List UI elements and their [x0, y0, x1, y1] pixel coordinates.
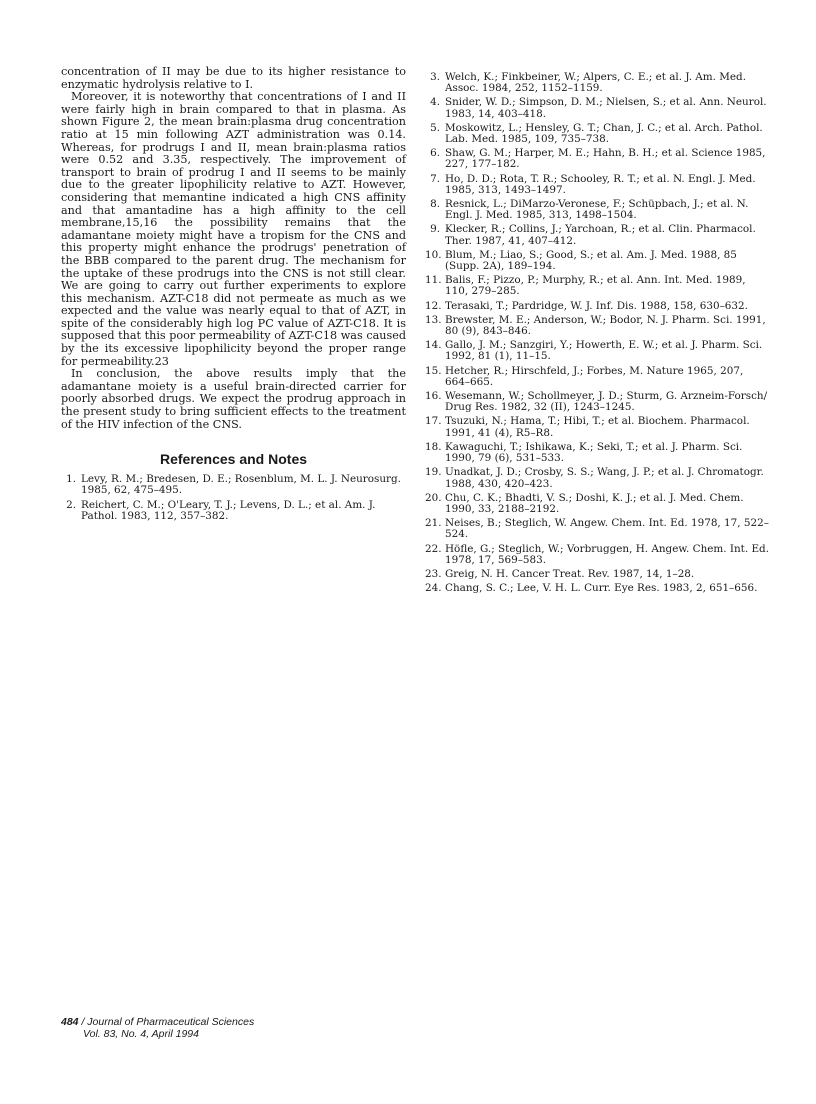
reference-number: 22. — [425, 542, 442, 555]
reference-number: 24. — [425, 582, 442, 595]
reference-item — [425, 97, 770, 119]
page-number: 484 — [61, 1016, 79, 1028]
reference-number: 18. — [425, 440, 442, 453]
reference-text: Unadkat, J. D.; Crosby, S. S.; Wang, J. P.; et al. J. Chromatogr. 1988, 430, 420–423. — [445, 466, 764, 490]
reference-item — [425, 467, 770, 489]
reference-number: 6. — [430, 147, 440, 160]
reference-item — [425, 224, 770, 246]
reference-item — [61, 500, 406, 522]
reference-text: Greig, N. H. Cancer Treat. Rev. 1987, 14, 1–28. — [445, 567, 695, 580]
reference-item — [425, 493, 770, 515]
reference-text: Brewster, M. E.; Anderson, W.; Bodor, N. J. Pharm. Sci. 1991, 80 (9), 843–846. — [445, 313, 766, 338]
reference-item — [425, 569, 770, 580]
reference-item — [425, 340, 770, 362]
reference-list-right — [425, 72, 770, 594]
reference-text: Welch, K.; Finkbeiner, W.; Alpers, C. E.; et al. J. Am. Med. Assoc. 1984, 252, 1152–1159. — [445, 71, 747, 95]
reference-item — [61, 474, 406, 496]
reference-number: 13. — [425, 313, 442, 326]
reference-number: 23. — [425, 567, 442, 580]
reference-item — [425, 174, 770, 196]
reference-item — [425, 442, 770, 464]
reference-item — [425, 315, 770, 337]
references-heading: References and Notes — [159, 451, 308, 468]
reference-item — [425, 72, 770, 94]
reference-text: Terasaki, T.; Pardridge, W. J. Inf. Dis. 1988, 158, 630–632. — [445, 299, 748, 312]
reference-text: Tsuzuki, N.; Hama, T.; Hibi, T.; et al. Biochem. Pharmacol. 1991, 41 (4), R5–R8. — [445, 415, 750, 439]
reference-text: Klecker, R.; Collins, J.; Yarchoan, R.; et al. Clin. Pharmacol. Ther. 1987, 41, 407–412. — [445, 223, 756, 247]
right-column — [425, 72, 770, 597]
reference-item — [425, 301, 770, 312]
body-paragraph-1: concentration of II may be due to its higher resistance to enzymatic hydrolysis relative to I. — [61, 65, 406, 91]
reference-item — [425, 123, 770, 145]
reference-item — [425, 199, 770, 221]
reference-item — [425, 366, 770, 388]
reference-text: Levy, R. M.; Bredesen, D. E.; Rosenblum, M. L. J. Neurosurg. 1985, 62, 475–495. — [81, 473, 401, 497]
footer-line-1 — [61, 1016, 254, 1028]
reference-text: Neises, B.; Steglich, W. Angew. Chem. Int. Ed. 1978, 17, 522–524. — [445, 517, 769, 541]
reference-number: 4. — [430, 96, 440, 109]
reference-text: Snider, W. D.; Simpson, D. M.; Nielsen, S.; et al. Ann. Neurol. 1983, 14, 403–418. — [445, 96, 767, 120]
reference-item — [425, 148, 770, 170]
reference-text: Chu, C. K.; Bhadti, V. S.; Doshi, K. J.; et al. J. Med. Chem. 1990, 33, 2188–2192. — [445, 491, 744, 515]
reference-item — [425, 275, 770, 297]
journal-name: / Journal of Pharmaceutical Sciences — [81, 1016, 255, 1028]
reference-number: 20. — [425, 491, 442, 504]
reference-number: 17. — [425, 415, 442, 428]
reference-list-left — [61, 474, 406, 522]
reference-item — [425, 583, 770, 594]
reference-item — [425, 391, 770, 413]
reference-number: 14. — [425, 339, 442, 352]
reference-item — [425, 250, 770, 272]
reference-text: Hetcher, R.; Hirschfeld, J.; Forbes, M. Nature 1965, 207, 664–665. — [445, 364, 744, 388]
page-footer — [61, 1016, 254, 1040]
reference-item — [425, 416, 770, 438]
reference-text: Resnick, L.; DiMarzo-Veronese, F.; Schüpbach, J.; et al. N. Engl. J. Med. 1985, 313, 1498–1504. — [445, 198, 749, 222]
left-column — [61, 66, 406, 525]
reference-number: 5. — [430, 121, 440, 134]
reference-text: Blum, M.; Liao, S.; Good, S.; et al. Am. J. Med. 1988, 85 (Supp. 2A), 189–194. — [445, 248, 737, 273]
reference-number: 3. — [430, 71, 440, 83]
reference-text: Ho, D. D.; Rota, T. R.; Schooley, R. T.; et al. N. Engl. J. Med. 1985, 313, 1493–1497. — [445, 172, 756, 196]
reference-text: Höfle, G.; Steglich, W.; Vorbruggen, H. Angew. Chem. Int. Ed. 1978, 17, 569–583. — [445, 542, 769, 566]
reference-text: Wesemann, W.; Schollmeyer, J. D.; Sturm, G. Arzneim-Forsch/ Drug Res. 1982, 32 (II), 1243–1245. — [445, 390, 768, 414]
reference-number: 15. — [425, 364, 442, 377]
reference-number: 10. — [425, 248, 442, 261]
body-paragraph-2: Moreover, it is noteworthy that concentrations of I and II were fairly high in brain compared to that in plasma. As shown Figure 2, the mean brain:plasma drug concentration ratio at 15 min following AZT administration was 0.14. Whereas, for prodrugs I and II, mean brain:plasma ratios were 0.52 and 3.35, respectively. The improvement of transport to brain of prodrug I and II seems to be mainly due to the greater lipophilicity relative to AZT. However, considering that memantine indicated a high CNS affinity and that amantadine has a high affinity to the cell membrane,15,16 the possibility remains that the adamantane moiety might have a tropism for the CNS and this property might enhance the prodrugs' penetration of the BBB compared to the parent drug. The mechanism for the uptake of these prodrugs into the CNS is not still clear. We are going to carry out further experiments to explore this mechanism. AZT-C18 did not permeate as much as we expected and the value was nearly equal to that of AZT, in spite of the considerably high log PC value of AZT-C18. It is supposed that this poor permeability of AZT-C18 was caused by the its excessive lipophilicity beyond the proper range for permeability.23 — [61, 90, 406, 368]
reference-number: 7. — [430, 172, 440, 185]
reference-number: 11. — [425, 274, 442, 287]
reference-number: 21. — [425, 517, 442, 530]
reference-text: Reichert, C. M.; O'Leary, T. J.; Levens, D. L.; et al. Am. J. Pathol. 1983, 112, 357–382. — [81, 498, 376, 522]
journal-issue: Vol. 83, No. 4, April 1994 — [83, 1028, 199, 1040]
reference-number: 19. — [425, 466, 442, 479]
reference-item — [425, 544, 770, 566]
reference-number: 16. — [425, 390, 442, 403]
reference-number: 9. — [430, 223, 440, 236]
reference-text: Moskowitz, L.; Hensley, G. T.; Chan, J. C.; et al. Arch. Pathol. Lab. Med. 1985, 109, 735–738. — [445, 121, 763, 146]
reference-number: 12. — [425, 299, 442, 312]
reference-text: Gallo, J. M.; Sanzgiri, Y.; Howerth, E. W.; et al. J. Pharm. Sci. 1992, 81 (1), 11–15. — [445, 339, 763, 363]
reference-text: Shaw, G. M.; Harper, M. E.; Hahn, B. H.; et al. Science 1985, 227, 177–182. — [445, 147, 766, 171]
reference-text: Chang, S. C.; Lee, V. H. L. Curr. Eye Res. 1983, 2, 651–656. — [445, 582, 758, 595]
reference-text: Kawaguchi, T.; Ishikawa, K.; Seki, T.; et al. J. Pharm. Sci. 1990, 79 (6), 531–533. — [445, 440, 743, 465]
reference-number: 2. — [66, 498, 76, 511]
reference-number: 1. — [66, 473, 76, 486]
reference-number: 8. — [430, 198, 440, 211]
body-paragraph-3: In conclusion, the above results imply that the adamantane moiety is a useful brain-directed carrier for poorly absorbed drugs. We expect the prodrug approach in the present study to bring sufficient effects to the treatment of the HIV infection of the CNS. — [61, 367, 406, 431]
reference-item — [425, 518, 770, 540]
reference-text: Balis, F.; Pizzo, P.; Murphy, R.; et al. Ann. Int. Med. 1989, 110, 279–285. — [445, 274, 746, 298]
